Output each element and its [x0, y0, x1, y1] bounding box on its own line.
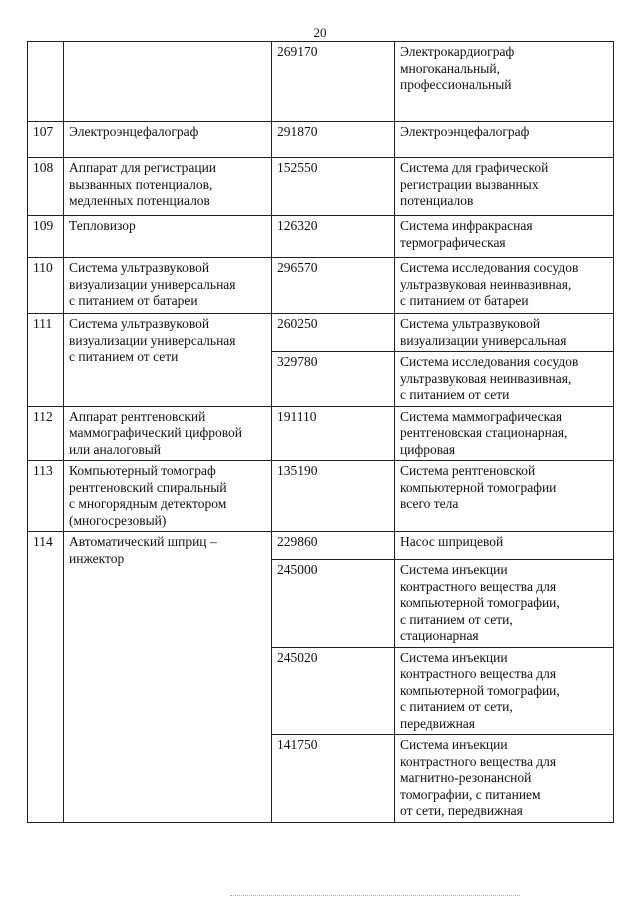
table-row	[28, 258, 614, 314]
text-line: Автоматический шприц –	[69, 534, 217, 549]
text-line: визуализации универсальная	[69, 332, 236, 348]
page-number: 20	[313, 25, 327, 40]
item-number: 109	[28, 216, 64, 258]
text-line: многоканальный,	[400, 60, 500, 76]
text-line: Система инъекции	[400, 649, 508, 665]
text-line: Тепловизор	[69, 218, 136, 233]
equipment-name	[64, 216, 272, 258]
text-line: Система для графической	[400, 160, 549, 175]
text-line: Система рентгеновской	[400, 463, 536, 478]
scan-artifact-line	[230, 895, 520, 896]
classifier-description	[395, 560, 614, 648]
classifier-description	[395, 735, 614, 823]
item-number: 108	[28, 158, 64, 216]
text-line: с многорядным детектором	[69, 496, 227, 511]
classifier-description	[395, 158, 614, 216]
item-number: 113	[28, 461, 64, 532]
text-line: ультразвуковая неинвазивная,	[400, 276, 572, 292]
classifier-code: 141750	[272, 735, 395, 823]
text-line: рентгеновская стационарная,	[400, 425, 568, 440]
text-line: компьютерной томографии	[400, 479, 557, 495]
text-line: рентгеновский спиральный	[69, 479, 227, 495]
text-line: термографическая	[400, 234, 506, 250]
text-line: Аппарат рентгеновский	[69, 408, 206, 424]
text-line: Электроэнцефалограф	[400, 124, 530, 139]
text-line: Система исследования сосудов	[400, 260, 579, 275]
text-line: Компьютерный томограф	[69, 463, 216, 478]
text-line: контрастного вещества для	[400, 666, 557, 681]
classifier-code: 245000	[272, 560, 395, 648]
table-row	[28, 532, 614, 560]
text-line: передвижная	[400, 715, 476, 731]
text-line: магнитно-резонансной	[400, 770, 532, 785]
text-line: Система инфракрасная	[400, 218, 533, 233]
text-line: контрастного вещества для	[400, 578, 557, 594]
item-number: 110	[28, 258, 64, 314]
text-line: стационарная	[400, 628, 479, 643]
text-line: потенциалов	[400, 193, 474, 208]
text-line: с питанием от сети,	[400, 611, 513, 627]
text-line: от сети, передвижная	[400, 803, 523, 818]
text-line: визуализации универсальная	[69, 276, 236, 292]
text-line: Система маммографическая	[400, 408, 563, 424]
classifier-code: 191110	[272, 406, 395, 461]
classifier-description	[395, 352, 614, 407]
item-number: 112	[28, 406, 64, 461]
item-number: 107	[28, 122, 64, 158]
text-line: с питанием от сети,	[400, 699, 513, 714]
text-line: цифровая	[400, 441, 456, 457]
text-line: Система исследования сосудов	[400, 354, 579, 369]
classifier-code: 269170	[272, 42, 395, 122]
text-line: регистрации вызванных	[400, 176, 539, 192]
equipment-name	[64, 532, 272, 823]
classifier-description	[395, 42, 614, 122]
classifier-description	[395, 647, 614, 735]
classifier-code: 329780	[272, 352, 395, 407]
equipment-table-body	[28, 42, 614, 823]
table-row	[28, 314, 614, 352]
classifier-description	[395, 258, 614, 314]
table-row	[28, 216, 614, 258]
item-number: 111	[28, 314, 64, 407]
classifier-description	[395, 122, 614, 158]
text-line: контрастного вещества для	[400, 753, 557, 769]
text-line: томографии, с питанием	[400, 786, 541, 802]
text-line: визуализации универсальная	[400, 332, 567, 348]
equipment-name	[64, 314, 272, 407]
classifier-code: 135190	[272, 461, 395, 532]
classifier-code: 296570	[272, 258, 395, 314]
text-line: (многосрезовый)	[69, 512, 167, 528]
text-line: ультразвуковая неинвазивная,	[400, 370, 572, 386]
classifier-description	[395, 532, 614, 560]
text-line: Аппарат для регистрации	[69, 160, 217, 175]
text-line: Система инъекции	[400, 562, 508, 577]
classifier-description	[395, 461, 614, 532]
classifier-code: 260250	[272, 314, 395, 352]
text-line: медленных потенциалов	[69, 193, 210, 208]
equipment-table	[27, 41, 614, 823]
text-line: с питанием от сети	[400, 387, 510, 402]
text-line: инжектор	[69, 550, 125, 566]
text-line: компьютерной томографии,	[400, 595, 560, 610]
equipment-name	[64, 461, 272, 532]
text-line: профессиональный	[400, 77, 512, 92]
equipment-name	[64, 258, 272, 314]
text-line: всего тела	[400, 496, 459, 511]
text-line: с питанием от батареи	[69, 293, 198, 308]
text-line: с питанием от батареи	[400, 293, 529, 308]
table-row	[28, 158, 614, 216]
text-line: вызванных потенциалов,	[69, 176, 213, 192]
text-line: или аналоговый	[69, 441, 161, 457]
text-line: Система инъекции	[400, 737, 508, 752]
table-row	[28, 42, 614, 122]
text-line: Система ультразвуковой	[400, 316, 541, 331]
classifier-code: 229860	[272, 532, 395, 560]
classifier-code: 152550	[272, 158, 395, 216]
classifier-code: 126320	[272, 216, 395, 258]
classifier-description	[395, 216, 614, 258]
text-line: Насос шприцевой	[400, 534, 504, 549]
text-line: Электроэнцефалограф	[69, 124, 199, 139]
table-row	[28, 461, 614, 532]
table-row	[28, 122, 614, 158]
item-number	[28, 42, 64, 122]
equipment-name	[64, 158, 272, 216]
text-line: компьютерной томографии,	[400, 682, 560, 698]
text-line: Электрокардиограф	[400, 44, 515, 59]
equipment-name	[64, 42, 272, 122]
text-line: Система ультразвуковой	[69, 316, 210, 331]
classifier-code: 245020	[272, 647, 395, 735]
classifier-description	[395, 406, 614, 461]
classifier-code: 291870	[272, 122, 395, 158]
equipment-name	[64, 122, 272, 158]
table-row	[28, 406, 614, 461]
text-line: маммографический цифровой	[69, 425, 242, 440]
text-line: Система ультразвуковой	[69, 260, 210, 275]
equipment-name	[64, 406, 272, 461]
item-number: 114	[28, 532, 64, 823]
text-line: с питанием от сети	[69, 349, 179, 364]
classifier-description	[395, 314, 614, 352]
